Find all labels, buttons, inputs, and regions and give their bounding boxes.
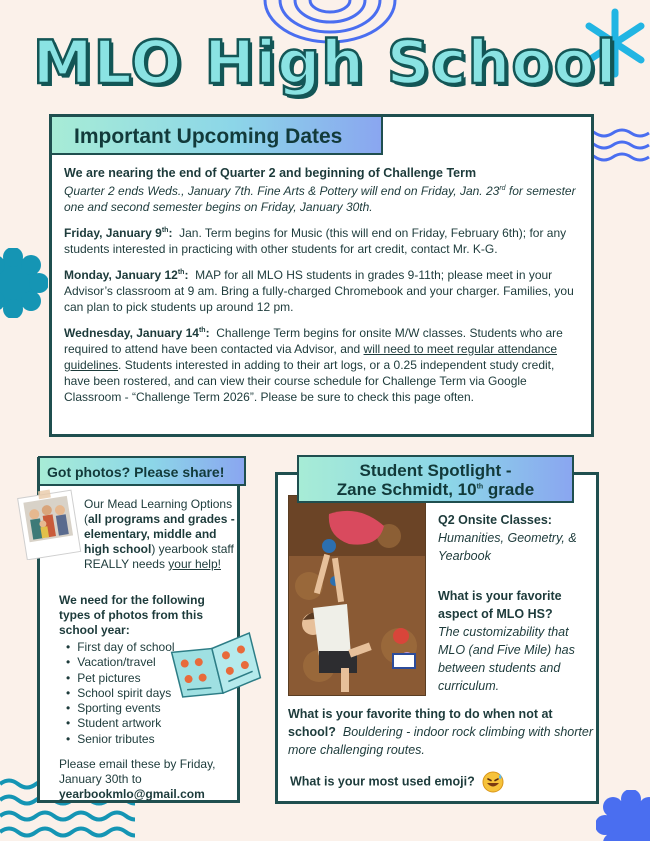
- list-item: • Senior tributes: [66, 732, 241, 747]
- q-most-used-emoji: What is your most used emoji?: [290, 771, 590, 793]
- important-dates-header: Important Upcoming Dates: [50, 115, 383, 155]
- wednesday-item: Wednesday, January 14th: Challenge Term begins for onsite M/W classes. Students who are required to attend have been contacted via Advisor, and will need to meet regular attendance guidelines. Students interested in adding to their art logs, or a 0.25 independent study credit, have been rostered, and can view their course schedule for Challenge Term via Google Classroom - “Challenge Term 2026”. Please be sure to check this page often.: [64, 326, 563, 404]
- climbing-photo: [288, 495, 426, 696]
- intro-title: We are nearing the end of Quarter 2 and beginning of Challenge Term: [64, 166, 477, 180]
- student-spotlight-header: Student Spotlight - Zane Schmidt, 10th grade: [297, 455, 574, 503]
- family-photo-icon: [14, 488, 84, 560]
- monday-item: Monday, January 12th: MAP for all MLO HS students in grades 9-11th; please meet in your Advisor’s classroom at 9 am. Bring a fully-charged Chromebook and your charger. Families, you can plan to pick students up around 12 pm.: [64, 268, 574, 314]
- list-item: • School spirit days: [66, 686, 241, 701]
- climbing-wall-image: [289, 496, 426, 696]
- photos-email-text: Please email these by Friday, January 30th to yearbookmlo@gmail.com: [59, 757, 216, 801]
- friday-item: Friday, January 9th: Jan. Term begins for Music (this will end on Friday, February 6th); for any students interested in practicing with other students for art credit, contact Mr. K-G.: [64, 226, 567, 256]
- photos-need-heading: We need for the following types of photos from this school year:: [59, 593, 205, 637]
- list-item: • Vacation/travel: [66, 655, 241, 670]
- scallop-circle-right: [596, 790, 650, 841]
- q-favorite-thing: What is your favorite thing to do when not at school? Bouldering - indoor rock climbing with shorter more challenging routes.: [288, 707, 593, 757]
- list-item: • Pet pictures: [66, 671, 241, 686]
- student-spotlight-panel: [275, 472, 599, 804]
- scallop-circle-left: [0, 248, 48, 318]
- q-favorite-aspect: What is your favorite aspect of MLO HS? The customizability that MLO (and Five Mile) has between students and curriculum.: [438, 589, 575, 693]
- yearbook-icon: [170, 628, 262, 702]
- list-item: • Sporting events: [66, 701, 241, 716]
- attendance-link[interactable]: will need to meet regular attendance guidelines: [64, 342, 557, 372]
- photos-header: Got photos? Please share!: [38, 456, 246, 486]
- list-item: • First day of school: [66, 640, 241, 655]
- grinning-sweat-emoji-icon: [482, 771, 504, 793]
- list-item: • Student artwork: [66, 716, 241, 731]
- intro-text: Quarter 2 ends Weds., January 7th. Fine Arts & Pottery will end on Friday, Jan. 23rd for semester one and second semester begins on Friday, January 30th.: [64, 184, 576, 214]
- email-address[interactable]: yearbookmlo@gmail.com: [59, 787, 205, 801]
- important-dates-panel: [49, 114, 594, 437]
- your-help-link[interactable]: your help!: [168, 557, 221, 571]
- q-onsite-classes: Q2 Onsite Classes: Humanities, Geometry, & Yearbook: [438, 513, 577, 563]
- page-title: MLO High School: [32, 28, 618, 98]
- photos-intro: Our Mead Learning Options (all programs and grades - elementary, middle and high school) yearbook staff REALLY needs your help!: [84, 497, 235, 571]
